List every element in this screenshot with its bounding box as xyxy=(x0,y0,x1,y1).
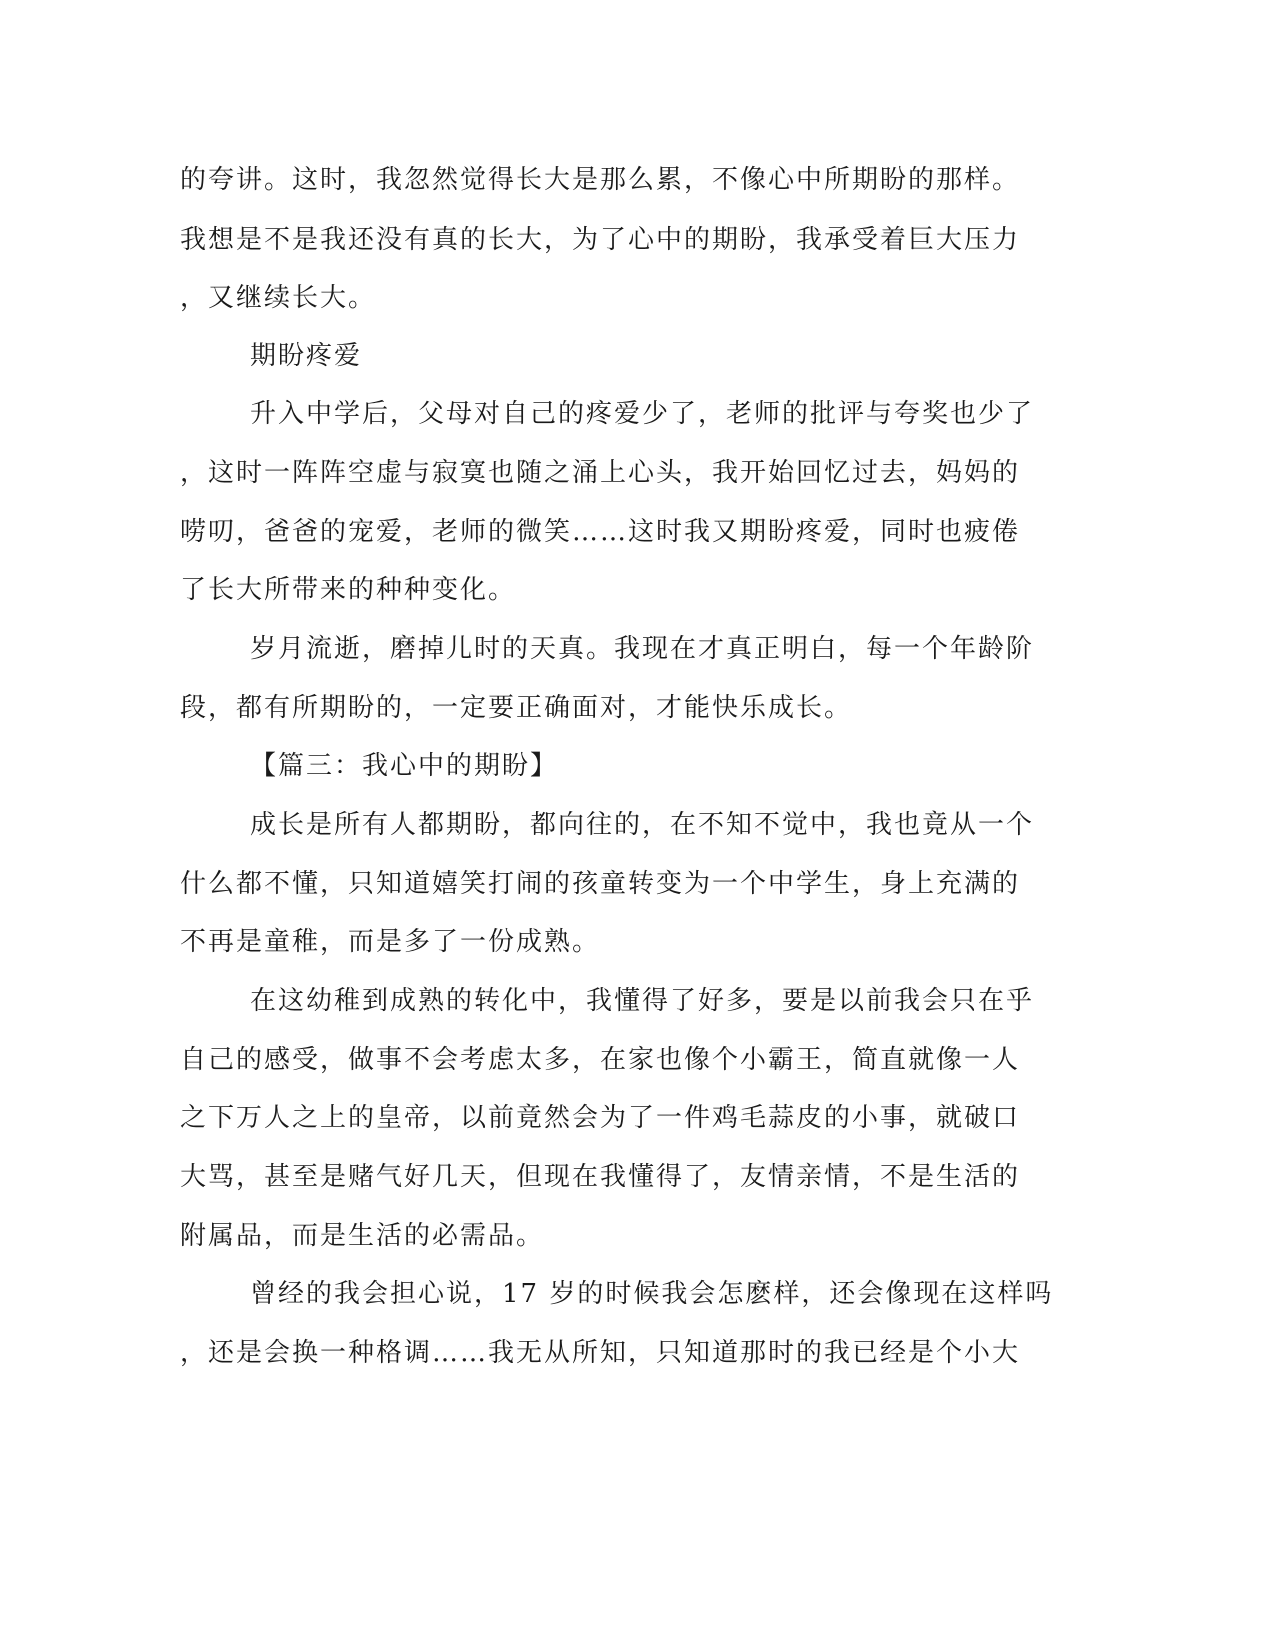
text-line xyxy=(0,864,1275,904)
text-line-content: 了长大所带来的种种变化。 xyxy=(180,575,517,605)
text-line xyxy=(0,1216,1275,1256)
text-line-content: 之下万人之上的皇帝，以前竟然会为了一件鸡毛蒜皮的小事，就破口 xyxy=(180,1103,1021,1133)
text-line xyxy=(0,1274,1275,1314)
text-line xyxy=(0,922,1275,962)
text-line-content: 升入中学后，父母对自己的疼爱少了，老师的批评与夸奖也少了 xyxy=(250,399,1035,429)
text-line xyxy=(0,688,1275,728)
text-line xyxy=(0,1333,1275,1373)
text-line-content: 我想是不是我还没有真的长大，为了心中的期盼，我承受着巨大压力 xyxy=(180,225,1021,255)
text-line xyxy=(0,1157,1275,1197)
text-line-content: 在这幼稚到成熟的转化中，我懂得了好多，要是以前我会只在乎 xyxy=(250,986,1035,1016)
text-line xyxy=(0,981,1275,1021)
text-line xyxy=(0,512,1275,552)
text-line xyxy=(0,1098,1275,1138)
text-line xyxy=(0,805,1275,845)
text-line-content: 唠叨，爸爸的宠爱，老师的微笑……这时我又期盼疼爱，同时也疲倦 xyxy=(180,517,1021,547)
text-line-content: 段，都有所期盼的，一定要正确面对，才能快乐成长。 xyxy=(180,693,853,723)
text-line xyxy=(0,220,1275,260)
text-line xyxy=(0,453,1275,493)
text-line-content: 自己的感受，做事不会考虑太多，在家也像个小霸王，简直就像一人 xyxy=(180,1045,1021,1075)
section-heading-text: 期盼疼爱 xyxy=(250,341,363,371)
text-line xyxy=(0,160,1275,200)
text-line-content: 岁月流逝，磨掉儿时的天真。我现在才真正明白，每一个年龄阶 xyxy=(250,634,1035,664)
section-heading xyxy=(0,336,1275,376)
text-line xyxy=(0,570,1275,610)
text-line-content: 什么都不懂，只知道嬉笑打闹的孩童转变为一个中学生，身上充满的 xyxy=(180,869,1021,899)
text-line-content: 不再是童稚，而是多了一份成熟。 xyxy=(180,927,601,957)
text-line-content: 成长是所有人都期盼，都向往的，在不知不觉中，我也竟从一个 xyxy=(250,810,1035,840)
text-line-content: 曾经的我会担心说，17 岁的时候我会怎麽样，还会像现在这样吗 xyxy=(250,1279,1054,1309)
text-line-content: ，又继续长大。 xyxy=(180,283,377,313)
text-line xyxy=(0,1040,1275,1080)
text-line-content: 附属品，而是生活的必需品。 xyxy=(180,1221,545,1251)
text-line-content: 的夸讲。这时，我忽然觉得长大是那么累，不像心中所期盼的那样。 xyxy=(180,165,1021,195)
text-line xyxy=(0,394,1275,434)
section-title-text: 【篇三：我心中的期盼】 xyxy=(250,751,559,781)
text-line xyxy=(0,278,1275,318)
text-line-content: ，这时一阵阵空虚与寂寞也随之涌上心头，我开始回忆过去，妈妈的 xyxy=(180,458,1021,488)
text-line-content: 大骂，甚至是赌气好几天，但现在我懂得了，友情亲情，不是生活的 xyxy=(180,1162,1021,1192)
text-line-content: ，还是会换一种格调……我无从所知，只知道那时的我已经是个小大 xyxy=(180,1338,1021,1368)
section-title xyxy=(0,746,1275,786)
text-line xyxy=(0,629,1275,669)
